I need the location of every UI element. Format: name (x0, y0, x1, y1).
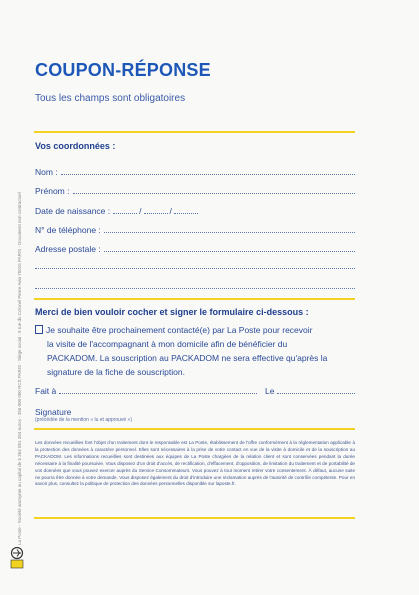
birthdate-day-line[interactable] (113, 212, 137, 214)
consent-heading: Merci de bien vouloir cocher et signer le formulaire ci-dessous : (35, 307, 309, 317)
signature-label: Signature (35, 407, 72, 417)
page-subtitle: Tous les champs sont obligatoires (35, 93, 186, 104)
name-label: Nom : (35, 167, 58, 177)
consent-text-line-1: Je souhaite être prochainement contacté(e) par La Poste pour recevoir (46, 325, 313, 335)
birthdate-label: Date de naissance : (35, 206, 111, 216)
consent-text-line-2: la visite de l'accompagnant à mon domicile afin de bénéficier du (47, 339, 288, 349)
section-divider-top (34, 131, 355, 133)
address-input-line-3[interactable] (35, 287, 355, 289)
firstname-label: Prénom : (35, 186, 70, 196)
phone-label: N° de téléphone : (35, 225, 101, 235)
la-poste-logo (9, 547, 25, 569)
place-field[interactable] (35, 384, 257, 396)
address-input-line[interactable] (104, 250, 355, 252)
consent-text-line-3: PACKADOM. La souscription au PACKADOM ne sera effective qu'après la (47, 353, 328, 363)
address-label: Adresse postale : (35, 244, 101, 254)
coordinates-heading: Vos coordonnées : (35, 141, 116, 151)
date-field[interactable] (265, 384, 355, 396)
legal-notice: Les données recueillies font l'objet d'un traitement dont le responsable est La Poste, établissement de l'offre conformément à la réglementation applicable à la protection des données à caractère personnel. Elles sont nécessaires à la prise de votre contact en vue de la visite à domicile et de la souscription au PACKADOM. Les informations recueillies sont destinées aux équipes de La Poste chargées de la relation client et sont conservées pendant la durée nécessaire à la finalité poursuivie. Vous disposez d'un droit d'accès, de rectification, d'effacement, d'opposition, de limitation du traitement et de portabilité de vos données que vous pouvez exercer auprès du Service Consommateurs. Vous pouvez à tout moment retirer votre consentement. À défaut, aucune suite ne pourra être donnée à votre demande. Vous disposez également du droit d'introduire une réclamation auprès de l'autorité de contrôle compétente. Pour en savoir plus, consultez la politique de protection des données personnelles disponible sur laposte.fr. (35, 440, 355, 487)
side-legal-text: La Poste - Société anonyme au capital de 5 364 851 364 euros - 356 000 000 RCS PARIS - Siège social : 9 rue du Colonel Pierre Avia 75015 PARIS - Document non contractuel (17, 192, 22, 545)
section-divider-middle (34, 298, 355, 300)
section-divider-lower (34, 428, 355, 430)
consent-text-line-4: signature de la fiche de souscription. (47, 367, 185, 377)
name-field[interactable] (35, 165, 355, 177)
page-title: COUPON-RÉPONSE (35, 60, 211, 80)
address-field[interactable] (35, 242, 355, 254)
consent-checkbox-block[interactable] (35, 323, 355, 379)
birthdate-separator: / (169, 206, 172, 216)
signature-note: (précédée de la mention « lu et approuvé ») (35, 417, 133, 423)
phone-field[interactable] (35, 223, 355, 235)
birthdate-month-line[interactable] (144, 212, 168, 214)
birthdate-separator: / (139, 206, 142, 216)
date-label: Le (265, 386, 275, 396)
firstname-field[interactable] (35, 184, 355, 196)
place-label: Fait à (35, 386, 57, 396)
section-divider-bottom (34, 517, 355, 519)
address-input-line-2[interactable] (35, 267, 355, 269)
name-input-line[interactable] (61, 173, 355, 175)
phone-input-line[interactable] (104, 231, 355, 233)
date-input-line[interactable] (277, 392, 355, 394)
firstname-input-line[interactable] (73, 192, 356, 194)
birthdate-year-line[interactable] (174, 212, 198, 214)
consent-checkbox[interactable] (35, 325, 43, 334)
birthdate-field[interactable] (35, 204, 225, 216)
place-input-line[interactable] (59, 392, 257, 394)
